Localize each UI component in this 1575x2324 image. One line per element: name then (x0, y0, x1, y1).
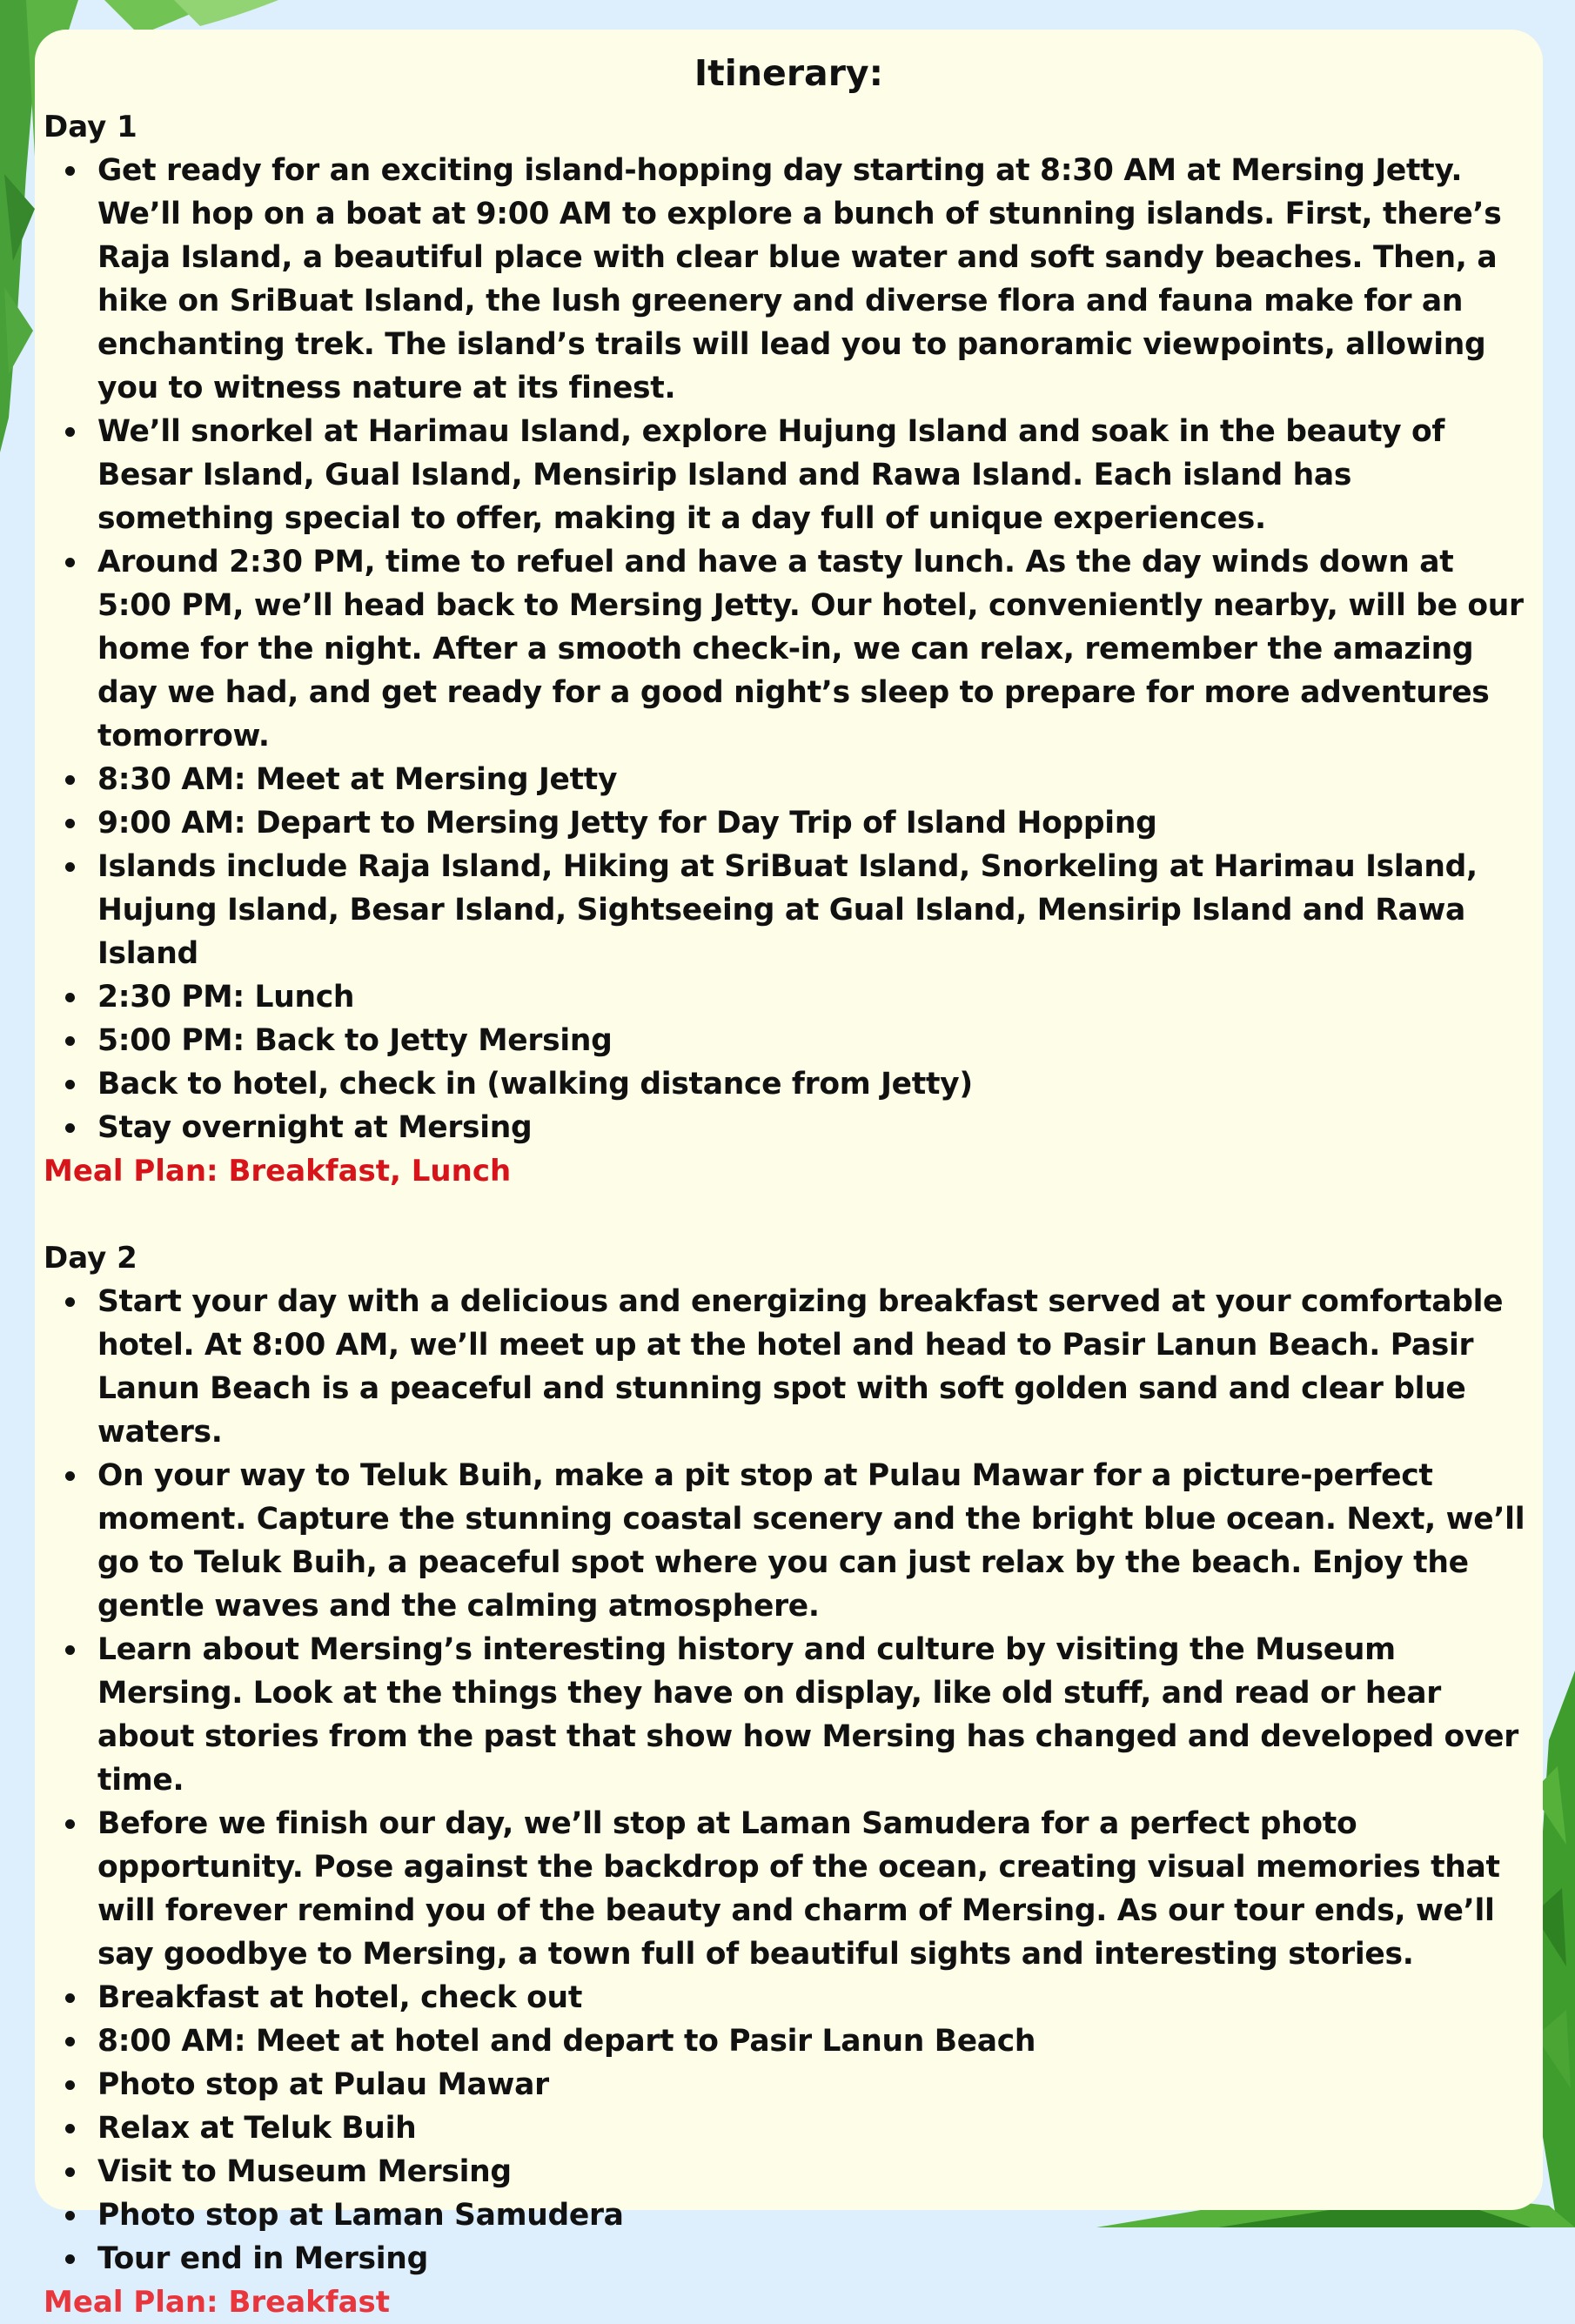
list-item: Around 2:30 PM, time to refuel and have a tasty lunch. As the day winds down at 5:00 PM, we’ll head back to Mersing Jetty. Our hotel, conveniently nearby, will be our home for the night. After a smooth check-in, we can relax, remember the amazing day we had, and get ready for a good night’s sleep to prepare for more adventures tomorrow. (97, 540, 1534, 758)
page-title: Itinerary: (694, 52, 884, 94)
day-1-section (44, 105, 1534, 1193)
list-item: Learn about Mersing’s interesting history and culture by visiting the Museum Mersing. Look at the things they have on display, like old stuff, and read or hear about stories from the past that show how Mersing has changed and developed over time. (97, 1628, 1534, 1802)
list-item: Back to hotel, check in (walking distance from Jetty) (97, 1062, 1534, 1106)
list-item: Stay overnight at Mersing (97, 1106, 1534, 1149)
list-item: 8:00 AM: Meet at hotel and depart to Pasir Lanun Beach (97, 2019, 1534, 2063)
list-item: Breakfast at hotel, check out (97, 1976, 1534, 2019)
section-spacer (44, 1193, 1534, 1236)
list-item: Start your day with a delicious and energizing breakfast served at your comfortable hotel. At 8:00 AM, we’ll meet up at the hotel and head to Pasir Lanun Beach. Pasir Lanun Beach is a peaceful and stunning spot with soft golden sand and clear blue waters. (97, 1280, 1534, 1454)
itinerary-card (35, 30, 1543, 2321)
day-heading: Day 1 (44, 110, 137, 145)
list-item: 5:00 PM: Back to Jetty Mersing (97, 1019, 1534, 1062)
day-2-section (44, 1236, 1534, 2324)
list-item: Photo stop at Laman Samudera (97, 2193, 1534, 2237)
meal-plan-day-1: Meal Plan: Breakfast, Lunch (44, 1154, 512, 1189)
list-item: 8:30 AM: Meet at Mersing Jetty (97, 758, 1534, 801)
list-item: Islands include Raja Island, Hiking at SriBuat Island, Snorkeling at Harimau Island, Hujung Island, Besar Island, Sightseeing at Gual Island, Mensirip Island and Rawa Island (97, 845, 1534, 975)
list-item: Tour end in Mersing (97, 2237, 1534, 2280)
meal-plan-day-2: Meal Plan: Breakfast (44, 2285, 391, 2321)
list-item: On your way to Teluk Buih, make a pit stop at Pulau Mawar for a picture-perfect moment. Capture the stunning coastal scenery and the bright blue ocean. Next, we’ll go to Teluk Buih, a peaceful spot where you can just relax by the beach. Enjoy the gentle waves and the calming atmosphere. (97, 1454, 1534, 1628)
list-item: We’ll snorkel at Harimau Island, explore Hujung Island and soak in the beauty of Besar Island, Gual Island, Mensirip Island and Rawa Island. Each island has something special to offer, making it a day full of unique experiences. (97, 410, 1534, 540)
list-item: 9:00 AM: Depart to Mersing Jetty for Day Trip of Island Hopping (97, 801, 1534, 845)
day-heading: Day 2 (44, 1241, 137, 1276)
list-item: Get ready for an exciting island-hopping day starting at 8:30 AM at Mersing Jetty. We’ll hop on a boat at 9:00 AM to explore a bunch of stunning islands. First, there’s Raja Island, a beautiful place with clear blue water and soft sandy beaches. Then, a hike on SriBuat Island, the lush greenery and diverse flora and fauna make for an enchanting trek. The island’s trails will lead you to panoramic viewpoints, allowing you to witness nature at its finest. (97, 149, 1534, 410)
list-item: Relax at Teluk Buih (97, 2106, 1534, 2150)
list-item: Photo stop at Pulau Mawar (97, 2063, 1534, 2106)
list-item: Visit to Museum Mersing (97, 2150, 1534, 2193)
day-1-list (44, 149, 1534, 1149)
list-item: Before we finish our day, we’ll stop at Laman Samudera for a perfect photo opportunity. Pose against the backdrop of the ocean, creating visual memories that will forever remind you of the beauty and charm of Mersing. As our tour ends, we’ll say goodbye to Mersing, a town full of beautiful sights and interesting stories. (97, 1802, 1534, 1976)
list-item: 2:30 PM: Lunch (97, 975, 1534, 1019)
day-2-list (44, 1280, 1534, 2280)
